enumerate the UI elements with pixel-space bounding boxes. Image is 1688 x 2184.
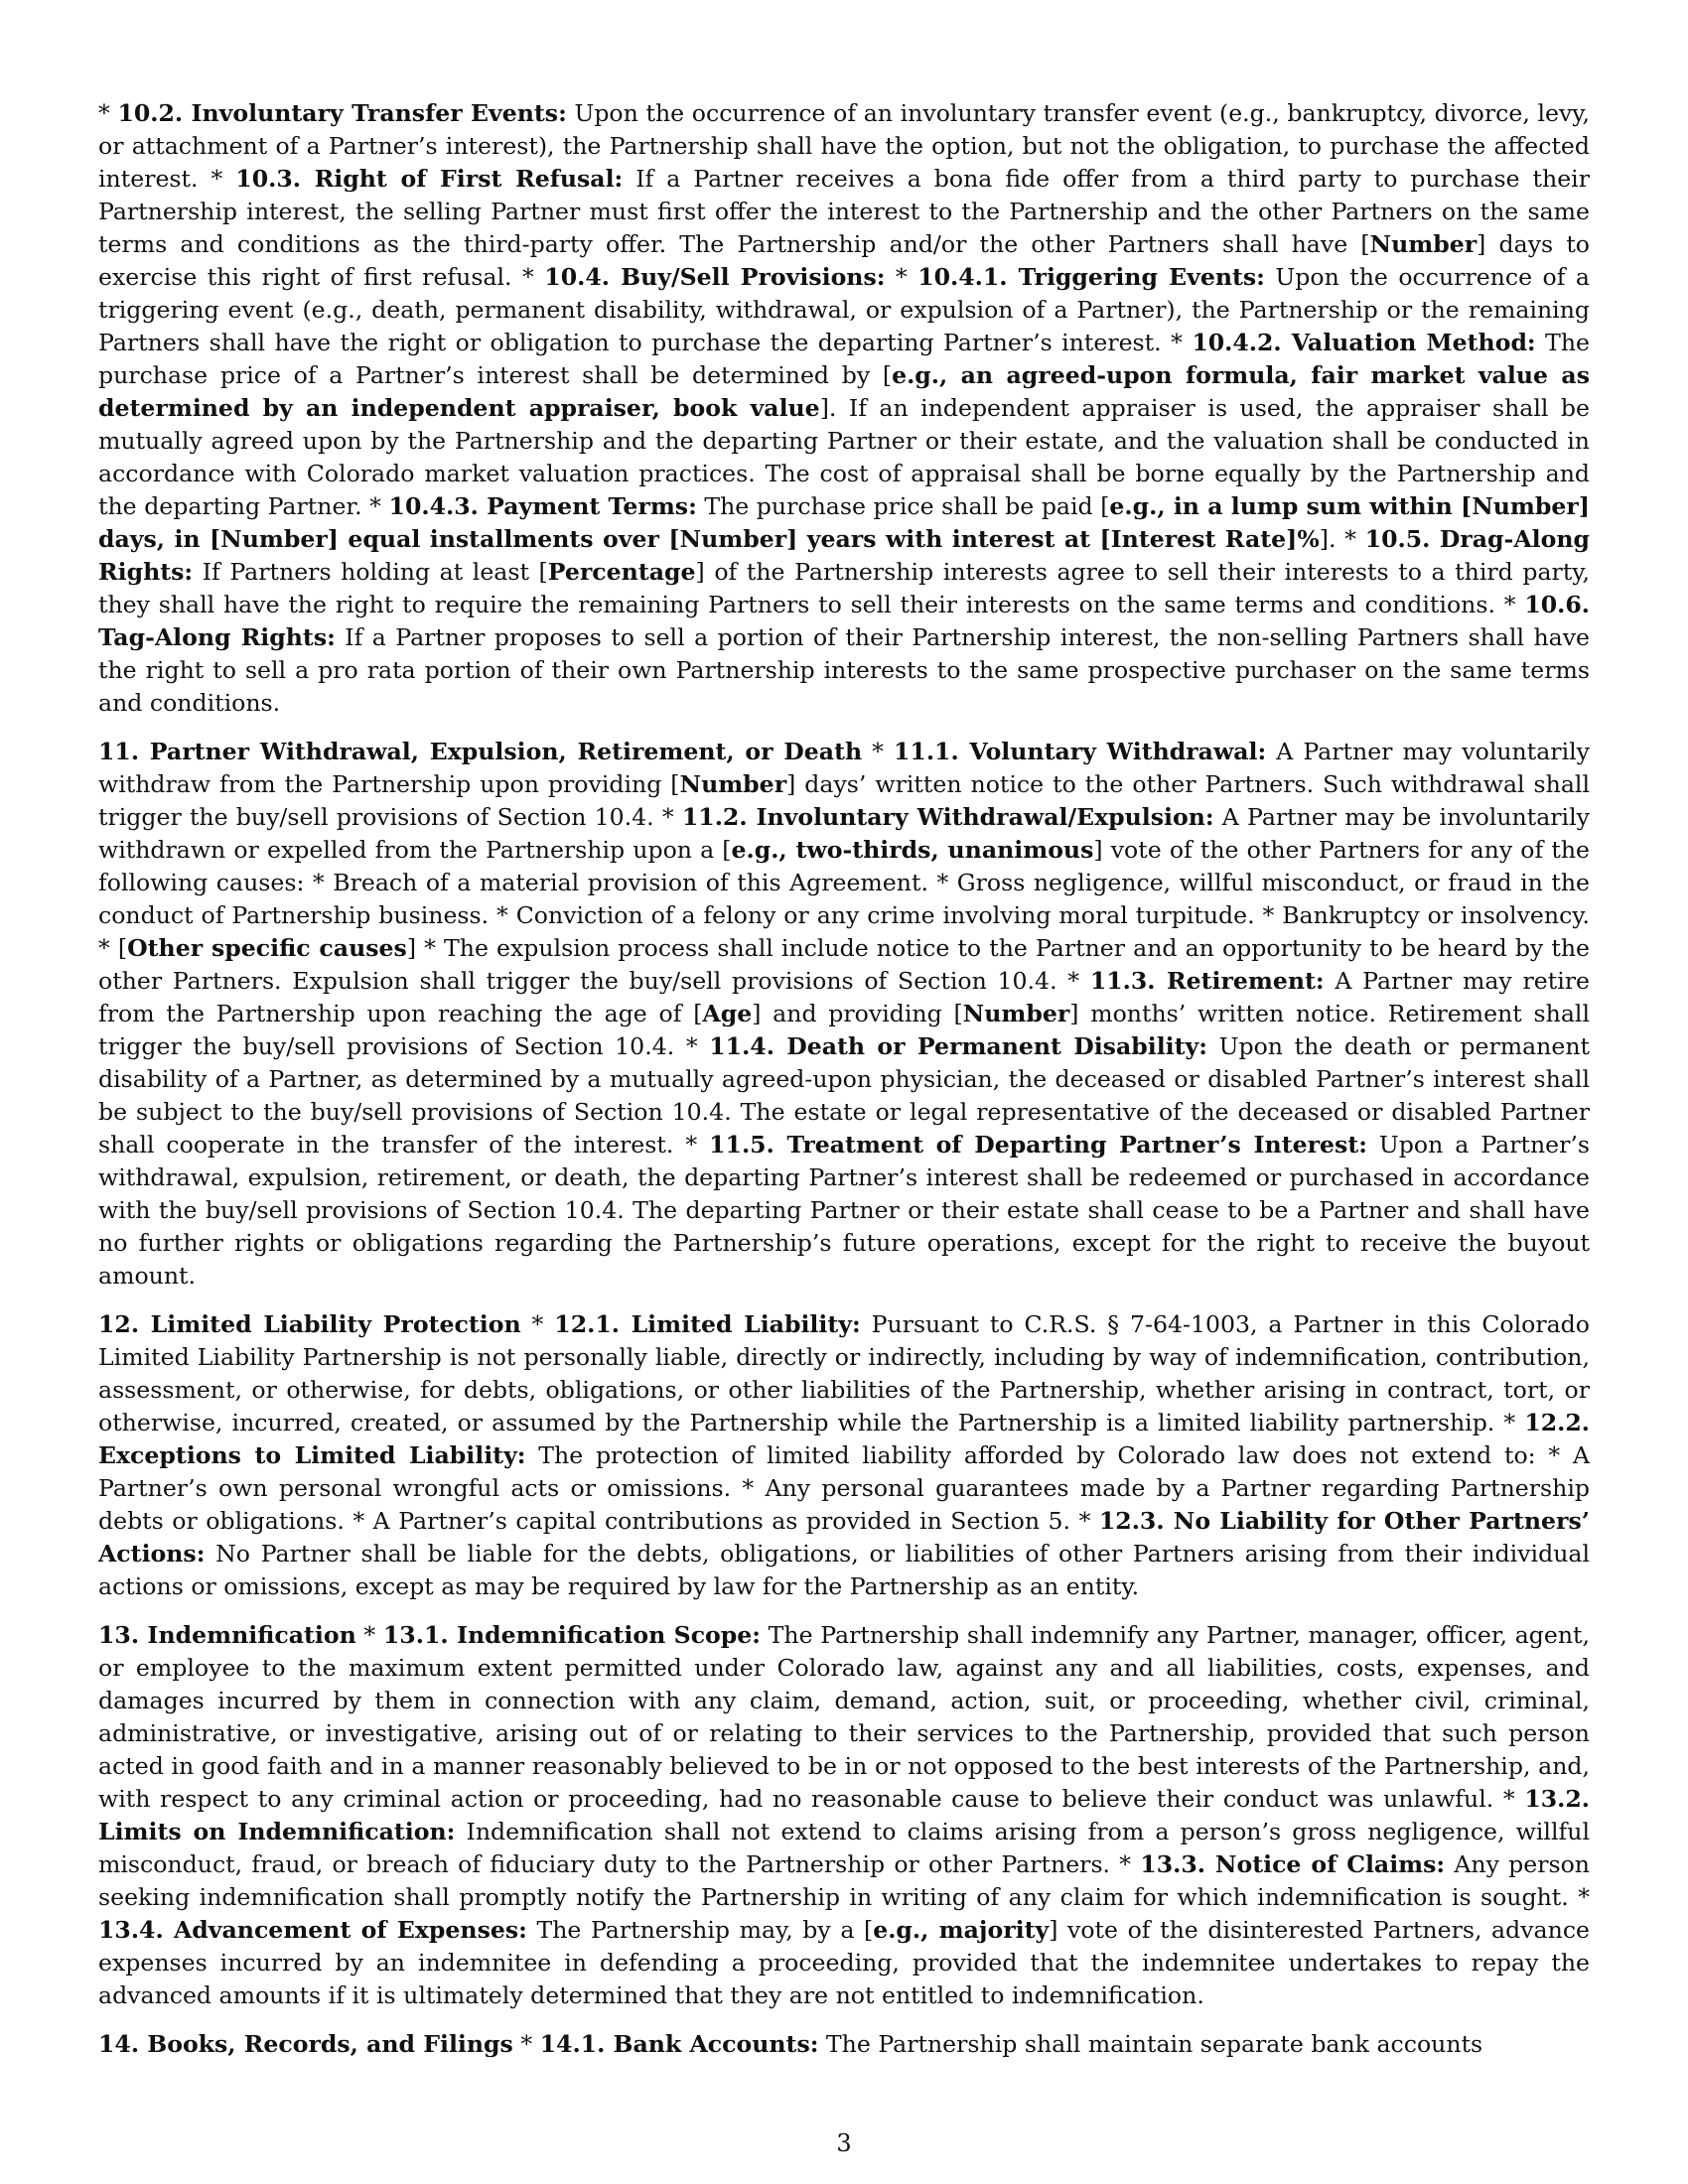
page-number: 3 (836, 2129, 852, 2157)
text-run: The Partnership shall indemnify any Partner, manager, officer, agent, or employee to the maximum extent permitted under Colorado law, against any and all liabilities, costs, expenses, and damages incurred by them in connection with any claim, demand, action, suit, or proceeding, whether civil, criminal, administrative, or investigative, arising out of or relating to their services to the Partnership, provided that such person acted in good faith and in a manner reasonably believed to be in or not opposed to the best interests of the Partnership, and, with respect to any criminal action or proceeding, had no reasonable cause to believe their conduct was unlawful. * (98, 1621, 1591, 1813)
text-run: * (98, 99, 118, 127)
bold-text-run: 10.6. Tag-Along Rights: (98, 591, 1590, 651)
bold-text-run: 10.5. Drag-Along Rights: (98, 525, 1590, 586)
bold-text-run: 10.4.2. Valuation Method: (1192, 329, 1536, 356)
paragraph-section-12 (98, 1308, 1590, 1603)
text-run: ] days to exercise this right of first refusal. * (98, 230, 1591, 291)
bold-text-run: 11.2. Involuntary Withdrawal/Expulsion: (681, 803, 1214, 831)
bold-text-run: e.g., in a lump sum within [Number] days, in [Number] equal installments over [Number] years with interest at [Interest Rate]% (98, 492, 1591, 553)
text-run: * (512, 2030, 540, 2058)
text-run: ] days’ written notice to the other Partners. Such withdrawal shall trigger the buy/sell provisions of Section 10.4. * (98, 770, 1590, 831)
text-run: A Partner may voluntarily withdraw from the Partnership upon providing [ (98, 738, 1590, 798)
bold-text-run: 10.4.3. Payment Terms: (388, 492, 697, 520)
bold-text-run: 12. Limited Liability Protection (98, 1310, 521, 1338)
bold-text-run: Number (679, 770, 787, 798)
bold-text-run: e.g., two-thirds, unanimous (731, 836, 1094, 864)
text-run: The Partnership shall maintain separate bank accounts (818, 2030, 1483, 2058)
text-run: If Partners holding at least [ (193, 558, 548, 586)
text-run: ]. If an independent appraiser is used, the appraiser shall be mutually agreed upon by the Partnership and the departing Partner or their estate, and the valuation shall be conducted in accordance with Colorado market valuation practices. The cost of appraisal shall be borne equally by the Partnership and the departing Partner. * (98, 394, 1590, 520)
bold-text-run: 11. Partner Withdrawal, Expulsion, Retirement, or Death (98, 738, 863, 765)
bold-text-run: 12.2. Exceptions to Limited Liability: (98, 1409, 1590, 1469)
text-run: * (520, 1310, 555, 1338)
text-run: The purchase price of a Partner’s interest shall be determined by [ (98, 329, 1590, 389)
text-run: ]. * (1319, 525, 1365, 553)
bold-text-run: 10.3. Right of First Refusal: (235, 165, 624, 193)
bold-text-run: 10.2. Involuntary Transfer Events: (117, 99, 567, 127)
text-run: If a Partner proposes to sell a portion of their Partnership interest, the non-selling Partners shall have the right to sell a pro rata portion of their own Partnership interests to the same prospective purchaser on the same terms and conditions. (98, 623, 1590, 717)
paragraph-section-11 (98, 736, 1590, 1293)
text-run: ] months’ written notice. Retirement shall trigger the buy/sell provisions of Section 10.4. * (98, 1000, 1590, 1060)
text-run: The purchase price shall be paid [ (696, 492, 1110, 520)
bold-text-run: Other specific causes (127, 934, 407, 962)
text-run: Upon the occurrence of a triggering event (e.g., death, permanent disability, withdrawal, or expulsion of a Partner), the Partnership or the remaining Partners shall have the right or obligation to purchase the departing Partner’s interest. * (98, 263, 1590, 356)
text-run: ] * The expulsion process shall include notice to the Partner and an opportunity to be heard by the other Partners. Expulsion shall trigger the buy/sell provisions of Section 10.4. * (98, 934, 1591, 995)
bold-text-run: 13. Indemnification (98, 1621, 356, 1649)
text-run: A Partner may be involuntarily withdrawn or expelled from the Partnership upon a [ (98, 803, 1590, 864)
bold-text-run: Percentage (547, 558, 696, 586)
text-run: No Partner shall be liable for the debts, obligations, or liabilities of other Partners arising from their individual actions or omissions, except as may be required by law for the Partnership as an entity. (98, 1540, 1590, 1600)
text-run: Indemnification shall not extend to claims arising from a person’s gross negligence, willful misconduct, fraud, or breach of fiduciary duty to the Partnership or other Partners. * (98, 1818, 1590, 1878)
bold-text-run: 12.3. No Liability for Other Partners’ Actions: (98, 1507, 1590, 1568)
bold-text-run: 14. Books, Records, and Filings (98, 2030, 513, 2058)
bold-text-run: 12.1. Limited Liability: (554, 1310, 861, 1338)
text-run: * (885, 263, 918, 291)
bold-text-run: e.g., an agreed-upon formula, fair market value as determined by an independent appraiser, book value (98, 361, 1591, 422)
text-run: ] of the Partnership interests agree to sell their interests to a third party, they shall have the right to require the remaining Partners to sell their interests on the same terms and conditions. * (98, 558, 1590, 618)
bold-text-run: Number (962, 1000, 1070, 1027)
bold-text-run: 13.4. Advancement of Expenses: (98, 1916, 527, 1944)
document-body (98, 97, 1590, 2077)
text-run: ] vote of the other Partners for any of the following causes: * Breach of a material provision of this Agreement. * Gross negligence, willful misconduct, or fraud in the conduct of Partnership business. * Conviction of a felony or any crime involving moral turpitude. * Bankruptcy or insolvency. * [ (98, 836, 1590, 962)
text-run: ] and providing [ (752, 1000, 963, 1027)
text-run: The protection of limited liability afforded by Colorado law does not extend to: * A Partner’s own personal wrongful acts or omissions. * Any personal guarantees made by a Partner regarding Partnership debts or obligations. * A Partner’s capital contributions as provided in Section 5. * (98, 1441, 1591, 1535)
paragraph-section-10 (98, 97, 1590, 720)
text-run: Any person seeking indemnification shall promptly notify the Partnership in writing of any claim for which indemnification is sought. * (98, 1850, 1590, 1911)
paragraph-section-13 (98, 1619, 1590, 2012)
bold-text-run: 10.4.1. Triggering Events: (917, 263, 1265, 291)
bold-text-run: Number (1369, 230, 1477, 258)
bold-text-run: Age (702, 1000, 753, 1027)
paragraph-section-14 (98, 2028, 1590, 2061)
text-run: ] vote of the disinterested Partners, advance expenses incurred by an indemnitee in defending a proceeding, provided that the indemnitee undertakes to repay the advanced amounts if it is ultimately determined that they are not entitled to indemnification. (98, 1916, 1590, 2009)
bold-text-run: 10.4. Buy/Sell Provisions: (544, 263, 886, 291)
text-run: Pursuant to C.R.S. § 7-64-1003, a Partner in this Colorado Limited Liability Partnership is not personally liable, directly or indirectly, including by way of indemnification, contribution, assessment, or otherwise, for debts, obligations, or other liabilities of the Partnership, whether arising in contract, tort, or otherwise, incurred, created, or assumed by the Partnership while the Partnership is a limited liability partnership. * (98, 1310, 1590, 1436)
text-run: The Partnership may, by a [ (526, 1916, 874, 1944)
text-run: Upon the occurrence of an involuntary transfer event (e.g., bankruptcy, divorce, levy, or attachment of a Partner’s interest), the Partnership shall have the option, but not the obligation, to purchase the affected interest. * (98, 99, 1591, 193)
bold-text-run: 11.3. Retirement: (1089, 967, 1325, 995)
text-run: * (355, 1621, 383, 1649)
bold-text-run: 13.2. Limits on Indemnification: (98, 1785, 1590, 1845)
text-run: * (862, 738, 894, 765)
bold-text-run: 13.1. Indemnification Scope: (382, 1621, 762, 1649)
bold-text-run: 11.4. Death or Permanent Disability: (709, 1032, 1207, 1060)
text-run: Upon a Partner’s withdrawal, expulsion, retirement, or death, the departing Partner’s interest shall be redeemed or purchased in accordance with the buy/sell provisions of Section 10.4. The departing Partner or their estate shall cease to be a Partner and shall have no further rights or obligations regarding the Partnership’s future operations, except for the right to receive the buyout amount. (98, 1131, 1591, 1290)
text-run: Upon the death or permanent disability of a Partner, as determined by a mutually agreed-upon physician, the deceased or disabled Partner’s interest shall be subject to the buy/sell provisions of Section 10.4. The estate or legal representative of the deceased or disabled Partner shall cooperate in the transfer of the interest. * (98, 1032, 1591, 1159)
text-run: A Partner may retire from the Partnership upon reaching the age of [ (98, 967, 1590, 1027)
bold-text-run: 11.1. Voluntary Withdrawal: (894, 738, 1267, 765)
bold-text-run: 11.5. Treatment of Departing Partner’s Interest: (709, 1131, 1367, 1159)
text-run: If a Partner receives a bona fide offer from a third party to purchase their Partnership interest, the selling Partner must first offer the interest to the Partnership and the other Partners on the same terms and conditions as the third-party offer. The Partnership and/or the other Partners shall have [ (98, 165, 1590, 258)
bold-text-run: e.g., majority (873, 1916, 1050, 1944)
bold-text-run: 13.3. Notice of Claims: (1140, 1850, 1446, 1878)
bold-text-run: 14.1. Bank Accounts: (539, 2030, 819, 2058)
